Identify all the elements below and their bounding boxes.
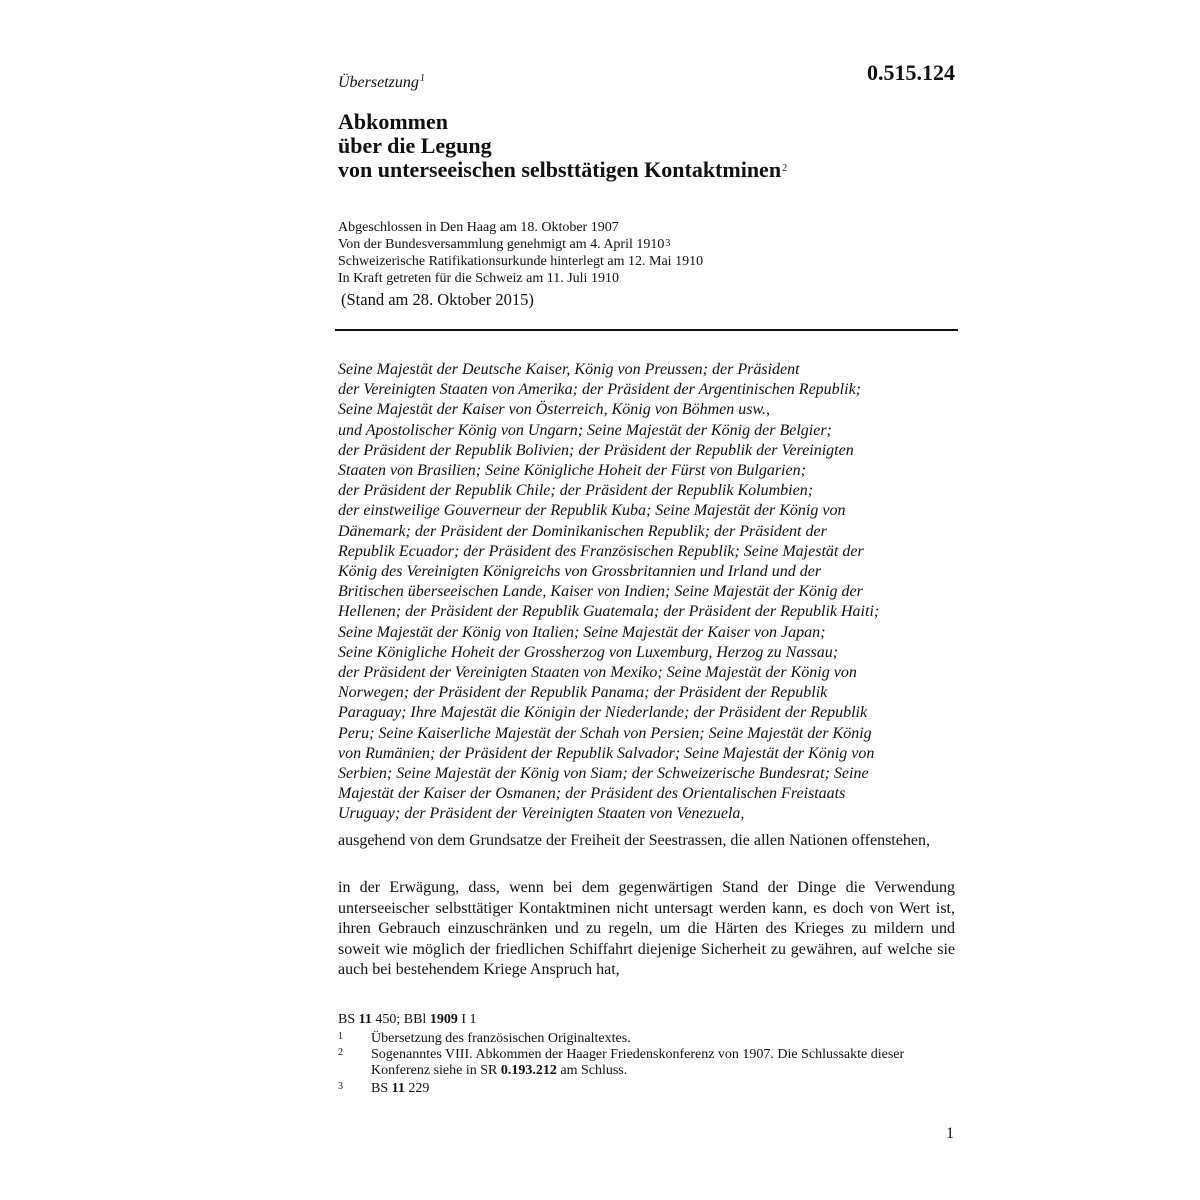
preamble-line: Uruguay; der Präsident der Vereinigten Staaten von Venezuela,: [338, 805, 745, 823]
preamble-line: der einstweilige Gouverneur der Republik Kuba; Seine Majestät der König von: [338, 502, 846, 520]
footnote-2-text: [371, 1047, 958, 1079]
in-force-date: In Kraft getreten für die Schweiz am 11. Juli 1910: [338, 271, 619, 286]
preamble-line: Hellenen; der Präsident der Republik Guatemala; der Präsident der Republik Haiti;: [338, 603, 880, 621]
status-date: (Stand am 28. Oktober 2015): [341, 290, 534, 309]
preamble-line: Peru; Seine Kaiserliche Majestät der Schah von Persien; Seine Majestät der König: [338, 724, 872, 742]
preamble-line: Republik Ecuador; der Präsident des Französischen Republik; Seine Majestät der: [338, 542, 864, 560]
preamble-line: Paraguay; Ihre Majestät die Königin der Niederlande; der Präsident der Republik: [338, 704, 868, 722]
concluded-date: Abgeschlossen in Den Haag am 18. Oktober 1907: [338, 220, 619, 235]
footnote-3-prefix: BS: [371, 1081, 392, 1096]
preamble-line: Seine Majestät der Kaiser von Österreich, König von Böhmen usw.,: [338, 401, 770, 419]
preamble-line: und Apostolischer König von Ungarn; Seine Majestät der König der Belgier;: [338, 421, 832, 439]
bbl-year: 1909: [429, 1012, 458, 1027]
title-line-3: [338, 158, 787, 182]
approval-date-text: Von der Bundesversammlung genehmigt am 4. April 1910: [338, 237, 665, 252]
ratification-date: Schweizerische Ratifikationsurkunde hinterlegt am 12. Mai 1910: [338, 254, 704, 269]
footnote-ref-2[interactable]: 2: [782, 163, 788, 174]
footnote-3-text: [371, 1081, 958, 1097]
preamble-line: Serbien; Seine Majestät der König von Siam; der Schweizerische Bundesrat; Seine: [338, 765, 869, 783]
page-number: 1: [946, 1125, 954, 1142]
footnote-3: [338, 1081, 958, 1097]
title-line-1: Abkommen: [338, 109, 449, 134]
header-divider: [335, 329, 958, 331]
bs-volume: 11: [358, 1012, 372, 1027]
translation-label-text: Übersetzung: [338, 74, 419, 91]
translation-label: [338, 74, 425, 92]
body-paragraph-2: in der Erwägung, dass, wenn bei dem gegenwärtigen Stand der Dinge die Verwendung unterseeischer selbsttätiger Kontaktminen nicht untersagt werden kann, es doch von Wert ist, ihren Gebrauch einzuschränken und zu regeln, um die Härten des Krieges zu mildern und soweit wie möglich der friedlichen Schiffahrt diejenige Sicherheit zu gewähren, auf welche sie auch bei bestehendem Kriege Anspruch hat,: [338, 879, 955, 978]
metadata-block: [338, 219, 703, 287]
preamble-line: Norwegen; der Präsident der Republik Panama; der Präsident der Republik: [338, 684, 828, 702]
footnote-1-mark: 1: [338, 1031, 343, 1042]
footnote-3-page: 229: [404, 1081, 430, 1096]
preamble-line: Majestät der Kaiser der Osmanen; der Präsident des Orientalischen Freistaats: [338, 785, 846, 803]
title-line-3-text: von unterseeischen selbsttätigen Kontaktminen: [338, 157, 782, 182]
footnote-1-text: Übersetzung des französischen Originaltextes.: [371, 1031, 631, 1046]
preamble-line: von Rumänien; der Präsident der Republik Salvador; Seine Majestät der König von: [338, 744, 875, 762]
title-line-2: über die Legung: [338, 133, 492, 158]
preamble-line: Britischen überseeischen Lande, Kaiser von Indien; Seine Majestät der König der: [338, 583, 863, 601]
preamble-line: Seine Königliche Hoheit der Grossherzog von Luxemburg, Herzog zu Nassau;: [338, 643, 839, 661]
footnote-2-sr-link[interactable]: 0.193.212: [500, 1063, 557, 1078]
approval-date: [338, 236, 703, 253]
footnote-ref-1[interactable]: 1: [419, 73, 425, 84]
footnote-3-mark: 3: [338, 1081, 343, 1092]
preamble: [338, 360, 958, 825]
preamble-line: Dänemark; der Präsident der Dominikanischen Republik; der Präsident der: [338, 522, 827, 540]
preamble-line: der Präsident der Vereinigten Staaten von Mexiko; Seine Majestät der König von: [338, 664, 857, 682]
footnote-1: [338, 1031, 958, 1047]
preamble-line: König des Vereinigten Königreichs von Grossbritannien und Irland und der: [338, 563, 822, 581]
preamble-line: der Präsident der Republik Bolivien; der Präsident der Republik der Vereinigten: [338, 441, 854, 459]
source-reference: [338, 1012, 477, 1028]
preamble-line: der Präsident der Republik Chile; der Präsident der Republik Kolumbien;: [338, 482, 814, 500]
bbl-rest: I 1: [457, 1012, 477, 1027]
footnote-2: [338, 1047, 958, 1079]
preamble-line: Seine Majestät der König von Italien; Seine Majestät der Kaiser von Japan;: [338, 623, 826, 641]
footnote-ref-3[interactable]: 3: [665, 238, 671, 249]
footnote-2-text-a: Sogenanntes VIII. Abkommen der Haager Friedenskonferenz von 1907. Die Schlussakte dieser Konferenz siehe in SR: [371, 1047, 905, 1078]
footnote-3-volume: 11: [391, 1081, 405, 1096]
sr-number: 0.515.124: [867, 60, 955, 85]
preamble-line: der Vereinigten Staaten von Amerika; der Präsident der Argentinischen Republik;: [338, 381, 861, 399]
footnote-2-text-b: am Schluss.: [556, 1063, 628, 1078]
footnote-2-mark: 2: [338, 1047, 343, 1058]
preamble-line: Seine Majestät der Deutsche Kaiser, König von Preussen; der Präsident: [338, 361, 800, 378]
bs-page: 450; BBl: [371, 1012, 430, 1027]
document-title: [338, 110, 787, 182]
preamble-line: Staaten von Brasilien; Seine Königliche Hoheit der Fürst von Bulgarien;: [338, 462, 806, 480]
bs-prefix: BS: [338, 1012, 359, 1027]
body-paragraph-1: ausgehend von dem Grundsatze der Freiheit der Seestrassen, die allen Nationen offenstehen,: [338, 832, 930, 849]
